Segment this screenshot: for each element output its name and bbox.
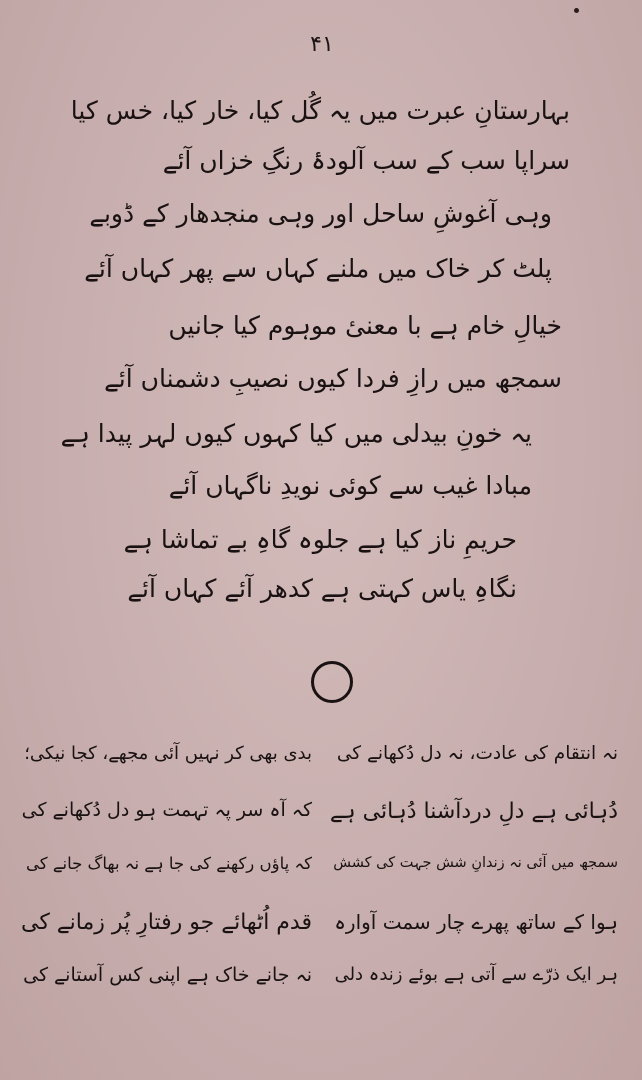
stanza-left-line-5: نہ جانے خاک ہے اپنی کس آستانے کی [23, 964, 312, 986]
stanza-left-line-4: قدم اُٹھائے جو رفتارِ پُر زمانے کی [20, 910, 312, 935]
ghazal-verse-10: نگاہِ یاس کہتی ہے کدھر آئے کہاں آئے [127, 574, 517, 603]
ghazal-verse-9: حریمِ ناز کیا ہے جلوہ گاہِ بے تماشا ہے [123, 525, 517, 554]
ghazal-verse-1: بہارستانِ عبرت میں یہ گُل کیا، خار کیا، خس کیا [70, 96, 570, 125]
stanza-right-line-3: سمجھ میں آئی نہ زندانِ شش جہت کی کشش [333, 855, 618, 871]
stanza-right-line-4: ہوا کے ساتھ پھرے چار سمت آوارہ [334, 910, 618, 934]
page-number: ۴۱ [310, 32, 334, 57]
ghazal-verse-6: سمجھ میں رازِ فردا کیوں نصیبِ دشمناں آئے [104, 364, 562, 393]
ghazal-verse-5: خیالِ خام ہے با معنیٔ موہوم کیا جانیں [168, 311, 562, 340]
stanza-right-line-5: ہر ایک ذرّے سے آتی ہے بوئے زندہ دلی [334, 964, 618, 985]
ghazal-verse-8: مبادا غیب سے کوئی نویدِ ناگہاں آئے [168, 471, 532, 500]
stanza-left-line-2: کہ آہ سر پہ تہمت ہو دل دُکھانے کی [21, 799, 312, 821]
stanza-right-line-1: نہ انتقام کی عادت، نہ دل دُکھانے کی [336, 743, 618, 764]
ghazal-verse-4: پلٹ کر خاک میں ملنے کہاں سے پھر کہاں آئے [84, 254, 552, 283]
ghazal-verse-7: یہ خونِ بیدلی میں کیا کہوں کیوں لہر پیدا ہے [60, 419, 532, 448]
ghazal-verse-2: سراپا سب کے سب آلودۂ رنگِ خزاں آئے [162, 146, 570, 175]
stanza-left-line-1: بدی بھی کر نہیں آئی مجھے، کجا نیکی؛ [24, 743, 312, 764]
stanza-left-line-3: کہ پاؤں رکھنے کی جا ہے نہ بھاگ جانے کی [25, 854, 312, 873]
section-divider-circle [311, 661, 353, 703]
ghazal-verse-3: وہی آغوشِ ساحل اور وہی منجدھار کے ڈوبے [89, 199, 552, 228]
ink-dot [574, 8, 579, 13]
stanza-right-line-2: دُہائی ہے دلِ دردآشنا دُہائی ہے [329, 799, 618, 824]
